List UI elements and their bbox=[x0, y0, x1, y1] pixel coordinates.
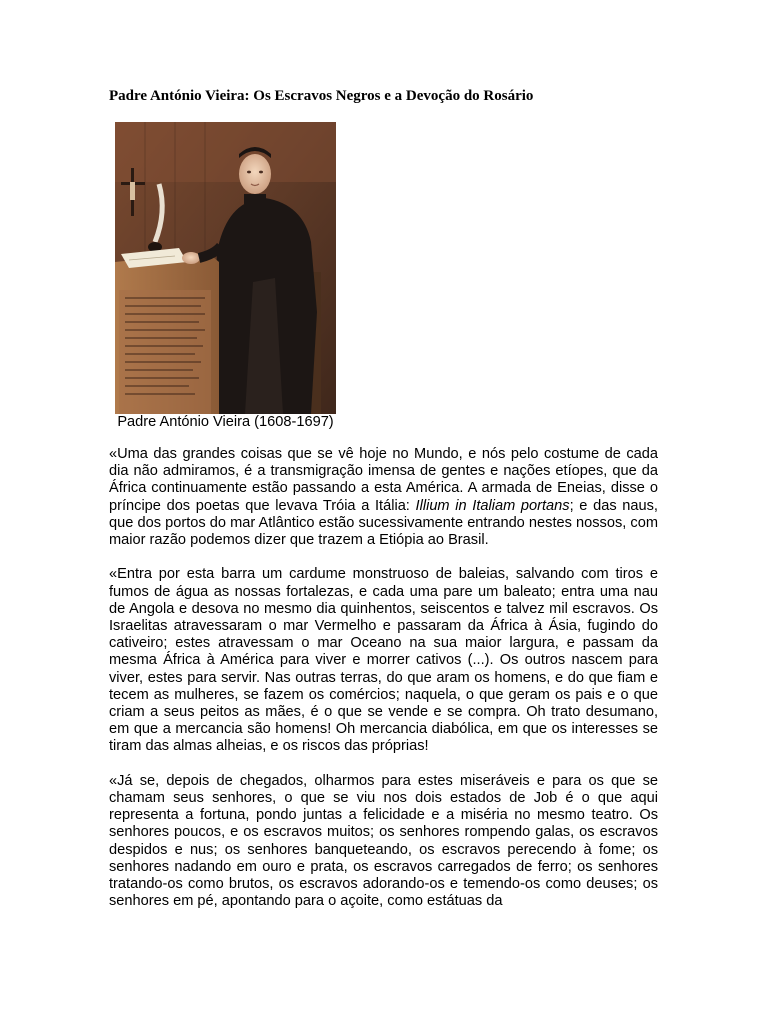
paragraph: «Entra por esta barra um cardume monstruoso de baleias, salvando com tiros e fumos de água as nossas fortalezas, e cada uma pare um baleato; entra uma nau de Angola e desova no mesmo dia quinhentos, seiscentos e talvez mil escravos. Os Israelitas atravessaram o mar Vermelho e passaram da África à Ásia, fugindo do cativeiro; estes atravessam o mar Oceano na sua maior largura, e passam da mesma África à América para viver e morrer cativos (...). Os outros nascem para viver, estes para servir. Nas outras terras, do que aram os homens, e do que fiam e tecem as mulheres, se fazem os comércios; naquela, o que geram os pais e o que criam a seus peitos as mães, é o que se vende e se compra. Oh trato desumano, em que a mercancia são homens! Oh mercancia diabólica, em que os interesses se tiram das almas alheias, e os riscos das próprias! bbox=[109, 566, 658, 755]
latin-quote: Illium in Italiam portans bbox=[415, 497, 570, 514]
paragraph-text: «Uma das grandes coisas que se vê hoje no Mundo, e nós pelo costume de cada dia não admiramos, é a transmigração imensa de gentes e nações etíopes, que da África continuamente estão passando a esta América. A armada de Eneias, disse o príncipe dos poetas que levava Tróia a Itália: bbox=[109, 446, 658, 514]
portrait-image bbox=[115, 122, 336, 414]
paragraph-text: ; e das naus, que dos portos do mar Atlântico estão sucessivamente entrando nestes nossos, com maior razão podemos dizer que trazem a Etiópia ao Brasil. bbox=[109, 497, 658, 549]
figure-caption: Padre António Vieira (1608-1697) bbox=[117, 414, 334, 430]
page-title: Padre António Vieira: Os Escravos Negros e a Devoção do Rosário bbox=[109, 88, 534, 104]
paragraph bbox=[109, 446, 658, 549]
body-text bbox=[109, 446, 658, 928]
paragraph: «Já se, depois de chegados, olharmos para estes miseráveis e para os que se chamam seus senhores, o que se viu nos dois estados de Job é o que aqui representa a fortuna, pondo juntas a felicidade e a miséria no mesmo teatro. Os senhores poucos, e os escravos muitos; os senhores rompendo galas, os escravos despidos e nus; os senhores banqueteando, os escravos perecendo à fome; os senhores nadando em ouro e prata, os escravos carregados de ferro; os senhores tratando-os como brutos, os escravos adorando-os e temendo-os como deuses; os senhores em pé, apontando para o açoite, como estátuas da bbox=[109, 772, 658, 910]
